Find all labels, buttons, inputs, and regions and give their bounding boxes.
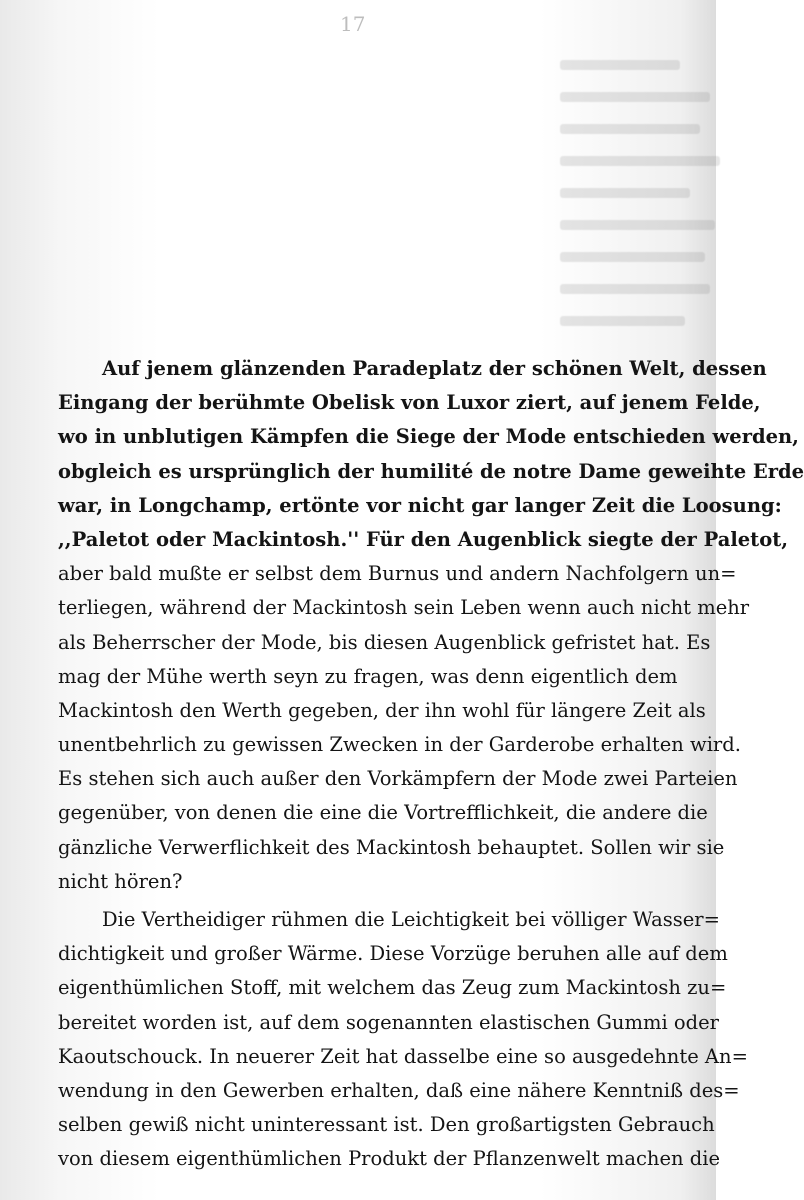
text-line: wendung in den Gewerben erhalten, daß eine nähere Kenntniß des= bbox=[58, 1078, 740, 1102]
text-line: terliegen, während der Mackintosh sein Leben wenn auch nicht mehr bbox=[58, 596, 750, 620]
text-line: ,,Paletot oder Mackintosh.'' Für den Augenblick siegte der Paletot, bbox=[58, 527, 788, 551]
text-line: Kaoutschouck. In neuerer Zeit hat dasselbe eine so ausgedehnte An= bbox=[58, 1044, 748, 1068]
text-line: Die Vertheidiger rühmen die Leichtigkeit bei völliger Wasser= bbox=[102, 908, 720, 931]
text-line: Es stehen sich auch außer den Vorkämpfern der Mode zwei Parteien bbox=[58, 767, 738, 791]
text-line: obgleich es ursprünglich der humilité de notre Dame geweihte Erde bbox=[58, 459, 804, 483]
text-line: Auf jenem glänzenden Paradeplatz der schönen Welt, dessen bbox=[102, 357, 767, 380]
text-line: Eingang der berühmte Obelisk von Luxor ziert, auf jenem Felde, bbox=[58, 391, 761, 415]
text-line: unentbehrlich zu gewissen Zwecken in der Garderobe erhalten wird. bbox=[58, 733, 741, 757]
page-number: 17 bbox=[340, 12, 366, 36]
paragraph-1 bbox=[58, 352, 804, 899]
body-text bbox=[58, 352, 804, 1177]
text-line: als Beherrscher der Mode, bis diesen Augenblick gefristet hat. Es bbox=[58, 630, 711, 654]
text-line: aber bald mußte er selbst dem Burnus und andern Nachfolgern un= bbox=[58, 562, 737, 586]
text-line: gegenüber, von denen die eine die Vortrefflichkeit, die andere die bbox=[58, 801, 708, 825]
text-line: selben gewiß nicht uninteressant ist. Den großartigsten Gebrauch bbox=[58, 1113, 715, 1137]
text-line: gänzliche Verwerflichkeit des Mackintosh behauptet. Sollen wir sie bbox=[58, 835, 725, 859]
text-line: von diesem eigenthümlichen Produkt der Pflanzenwelt machen die bbox=[58, 1147, 721, 1171]
text-line: mag der Mühe werth seyn zu fragen, was denn eigentlich dem bbox=[58, 664, 678, 688]
text-line: dichtigkeit und großer Wärme. Diese Vorzüge beruhen alle auf dem bbox=[58, 942, 728, 966]
text-line: eigenthümlichen Stoff, mit welchem das Zeug zum Mackintosh zu= bbox=[58, 976, 727, 1000]
text-line: nicht hören? bbox=[58, 869, 183, 893]
paragraph-2 bbox=[58, 903, 748, 1177]
text-line: Mackintosh den Werth gegeben, der ihn wohl für längere Zeit als bbox=[58, 698, 706, 722]
bleed-through-texture bbox=[520, 60, 710, 360]
text-line: wo in unblutigen Kämpfen die Siege der Mode entschieden werden, bbox=[58, 425, 799, 449]
text-line: bereitet worden ist, auf dem sogenannten elastischen Gummi oder bbox=[58, 1010, 719, 1034]
text-line: war, in Longchamp, ertönte vor nicht gar langer Zeit die Loosung: bbox=[58, 493, 782, 517]
